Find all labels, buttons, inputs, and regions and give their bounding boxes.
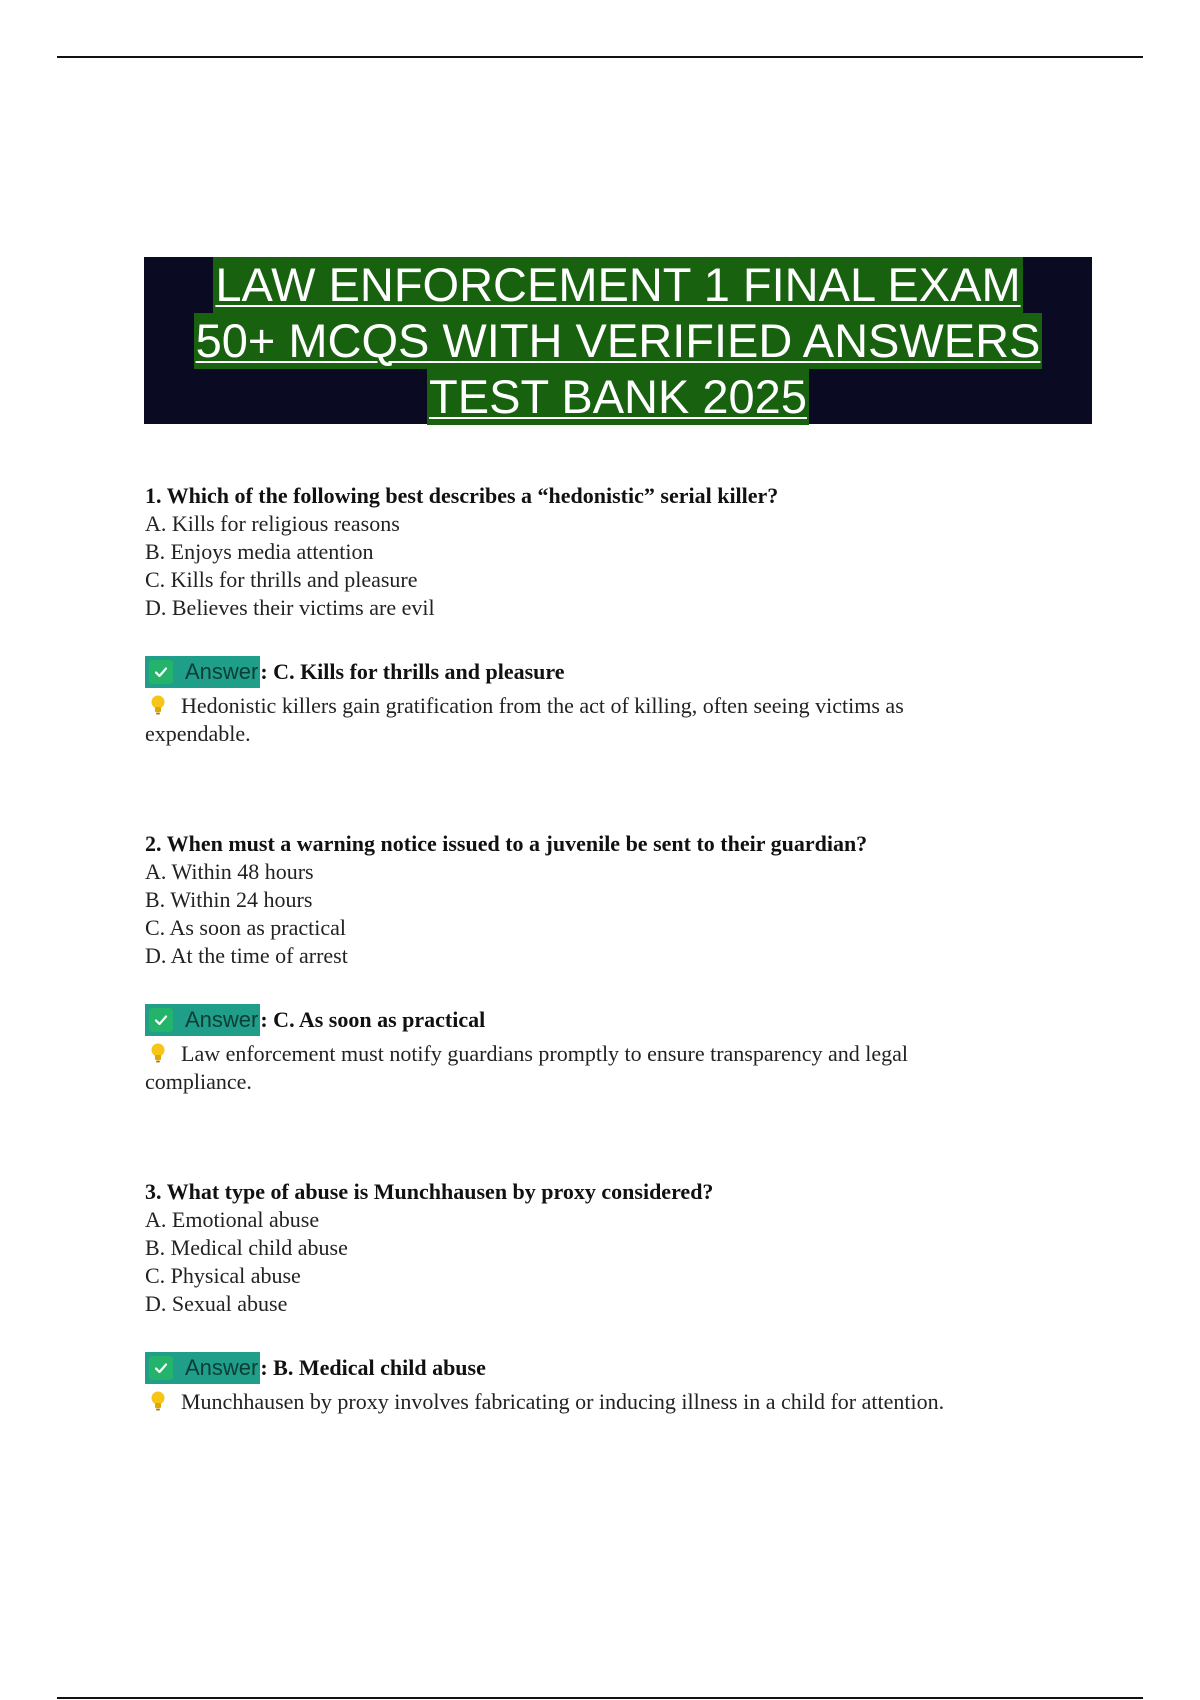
option-a: A. Within 48 hours — [145, 859, 314, 884]
banner-line-1: LAW ENFORCEMENT 1 FINAL EXAM — [215, 257, 1021, 311]
banner-line-2: 50+ MCQS WITH VERIFIED ANSWERS — [195, 313, 1041, 367]
answer-label: Answer — [185, 1355, 259, 1380]
option-d: D. Believes their victims are evil — [145, 595, 435, 620]
answer-text: : C. Kills for thrills and pleasure — [260, 659, 565, 684]
option-a: A. Kills for religious reasons — [145, 511, 400, 536]
answer-text: : C. As soon as practical — [260, 1007, 486, 1032]
check-icon — [149, 660, 173, 684]
lightbulb-icon — [145, 694, 171, 716]
option-c: C. Physical abuse — [145, 1263, 301, 1288]
option-b: B. Enjoys media attention — [145, 539, 374, 564]
option-d: D. At the time of arrest — [145, 943, 348, 968]
lightbulb-icon — [145, 1042, 171, 1064]
explanation-text: Munchhausen by proxy involves fabricating or inducing illness in a child for attention. — [181, 1389, 945, 1414]
question-title: 1. Which of the following best describes a “hedonistic” serial killer? — [145, 483, 779, 508]
explanation-text: Hedonistic killers gain gratification from the act of killing, often seeing victims as expendable. — [145, 693, 904, 746]
option-a: A. Emotional abuse — [145, 1207, 320, 1232]
question-2 — [145, 830, 1045, 1096]
option-c: C. As soon as practical — [145, 915, 347, 940]
answer-line — [145, 656, 1045, 688]
answer-line — [145, 1352, 1045, 1384]
explanation — [145, 692, 995, 748]
option-c: C. Kills for thrills and pleasure — [145, 567, 418, 592]
lightbulb-icon — [145, 1390, 171, 1412]
explanation — [145, 1388, 995, 1416]
banner-line-3: TEST BANK 2025 — [429, 369, 807, 423]
check-icon — [149, 1008, 173, 1032]
option-b: B. Within 24 hours — [145, 887, 313, 912]
option-d: D. Sexual abuse — [145, 1291, 288, 1316]
explanation-text: Law enforcement must notify guardians promptly to ensure transparency and legal compliance. — [145, 1041, 908, 1094]
question-title: 2. When must a warning notice issued to a juvenile be sent to their guardian? — [145, 831, 868, 856]
answer-tag — [145, 1004, 260, 1036]
check-icon — [149, 1356, 173, 1380]
answer-label: Answer — [185, 659, 259, 684]
option-b: B. Medical child abuse — [145, 1235, 348, 1260]
answer-line — [145, 1004, 1045, 1036]
question-title: 3. What type of abuse is Munchhausen by proxy considered? — [145, 1179, 714, 1204]
question-1 — [145, 482, 1045, 748]
answer-tag — [145, 1352, 260, 1384]
answer-tag — [145, 656, 260, 688]
explanation — [145, 1040, 995, 1096]
bottom-rule — [57, 1697, 1143, 1699]
question-3 — [145, 1178, 1045, 1416]
answer-label: Answer — [185, 1007, 259, 1032]
title-banner — [144, 257, 1092, 424]
top-rule — [57, 56, 1143, 58]
answer-text: : B. Medical child abuse — [260, 1355, 486, 1380]
